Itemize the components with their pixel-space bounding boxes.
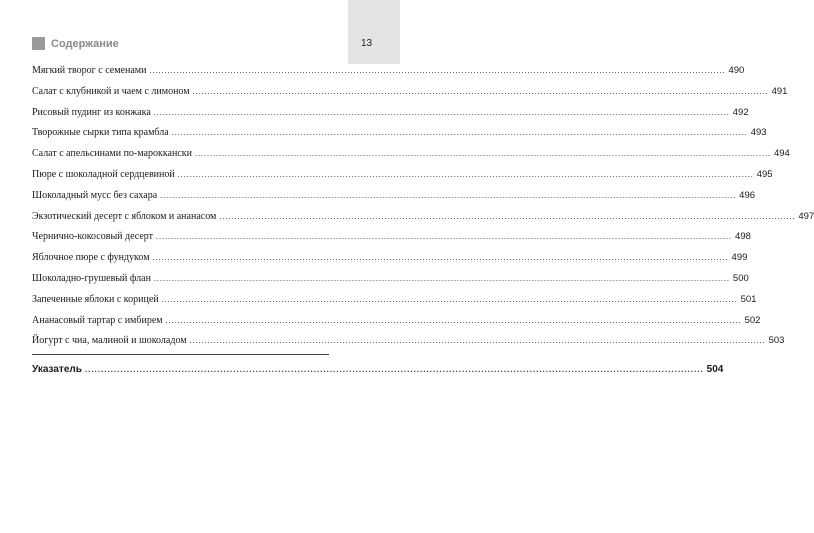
- dot-leader: ................................................................................................................................................................................................: [153, 107, 730, 117]
- dot-leader: ................................................................................................................................................................................................: [177, 169, 754, 179]
- toc-entry-title: Шоколадный мусс без сахара: [32, 189, 158, 201]
- toc-entry-title: Пюре с шоколадной сердцевиной: [32, 168, 175, 180]
- toc-entry-page: 495: [756, 168, 773, 180]
- toc-entry-title: Йогурт с чиа, малиной и шоколадом: [32, 335, 187, 347]
- dot-leader: ................................................................................................................................................................................................: [189, 336, 766, 346]
- toc-entry-title: Чернично-кокосовый десерт: [32, 231, 154, 243]
- section-title: Содержание: [51, 37, 119, 50]
- toc-entry[interactable]: [32, 168, 773, 189]
- dot-leader: ................................................................................................................................................................................................: [153, 273, 730, 283]
- toc-entry[interactable]: [32, 85, 788, 106]
- toc-entry-title: Салат с апельсинами по-мароккански: [32, 148, 192, 160]
- toc-entry-title: Творожные сырки типа крамбла: [32, 127, 169, 139]
- dot-leader: ................................................................................................................................................................................................: [152, 253, 729, 263]
- toc-entry[interactable]: [32, 106, 749, 127]
- toc-entry-title: Ананасовый тартар с имбирем: [32, 314, 163, 326]
- header-square-icon: [32, 37, 45, 50]
- toc-entry-page: 498: [735, 231, 751, 243]
- toc-entry-title: Яблочное пюре с фундуком: [32, 252, 150, 264]
- toc-entry-title: Рисовый пудинг из конжака: [32, 106, 151, 118]
- toc-entry[interactable]: [32, 126, 767, 147]
- toc-entry-page: 500: [732, 272, 749, 284]
- toc-entry[interactable]: [32, 293, 757, 314]
- dot-leader: ................................................................................................................................................................................................: [84, 365, 704, 374]
- toc-entry[interactable]: [32, 314, 761, 335]
- dot-leader: ................................................................................................................................................................................................: [156, 232, 733, 242]
- section-header: [32, 37, 119, 50]
- index-title: Указатель: [32, 364, 82, 375]
- page-corner-tab: [348, 0, 400, 64]
- toc-entry-page: 502: [744, 314, 761, 326]
- toc-entry-page: 493: [750, 127, 767, 139]
- index-entry[interactable]: [32, 364, 724, 375]
- dot-leader: ................................................................................................................................................................................................: [192, 86, 769, 96]
- toc-entry-page: 490: [728, 65, 745, 76]
- toc-entry-page: 496: [739, 189, 756, 201]
- dot-leader: ................................................................................................................................................................................................: [219, 211, 796, 221]
- toc-entry-page: 492: [732, 106, 749, 118]
- dot-leader: ................................................................................................................................................................................................: [160, 190, 737, 200]
- toc-entry[interactable]: [32, 251, 748, 272]
- toc-entry[interactable]: [32, 64, 745, 85]
- dot-leader: ................................................................................................................................................................................................: [149, 66, 726, 75]
- toc-entry-page: 494: [773, 148, 790, 160]
- page-number: 13: [360, 38, 373, 49]
- toc-entry-page: 497: [798, 210, 814, 222]
- table-of-contents: [32, 64, 814, 355]
- toc-entry[interactable]: [32, 210, 814, 231]
- toc-entry-title: Экзотический десерт с яблоком и ананасом: [32, 210, 217, 222]
- toc-entry-title: Запеченные яблоки с корицей: [32, 293, 159, 305]
- dot-leader: ................................................................................................................................................................................................: [194, 149, 771, 159]
- toc-entry-page: 503: [768, 335, 785, 347]
- toc-entry[interactable]: [32, 147, 790, 168]
- toc-entry[interactable]: [32, 334, 785, 355]
- index-page: 504: [706, 364, 724, 375]
- toc-entry-page: 491: [771, 85, 788, 97]
- dot-leader: ................................................................................................................................................................................................: [161, 294, 738, 304]
- toc-entry-title: Шоколадно-грушевый флан: [32, 272, 151, 284]
- divider: [32, 354, 329, 355]
- toc-entry[interactable]: [32, 272, 749, 293]
- toc-entry-page: 499: [731, 252, 748, 264]
- toc-entry-page: 501: [740, 293, 757, 305]
- toc-entry-title: Салат с клубникой и чаем с лимоном: [32, 85, 190, 97]
- toc-entry[interactable]: [32, 230, 751, 251]
- dot-leader: ................................................................................................................................................................................................: [171, 128, 748, 138]
- toc-entry-title: Мягкий творог с семенами: [32, 65, 147, 76]
- toc-entry[interactable]: [32, 189, 756, 210]
- dot-leader: ................................................................................................................................................................................................: [165, 315, 742, 325]
